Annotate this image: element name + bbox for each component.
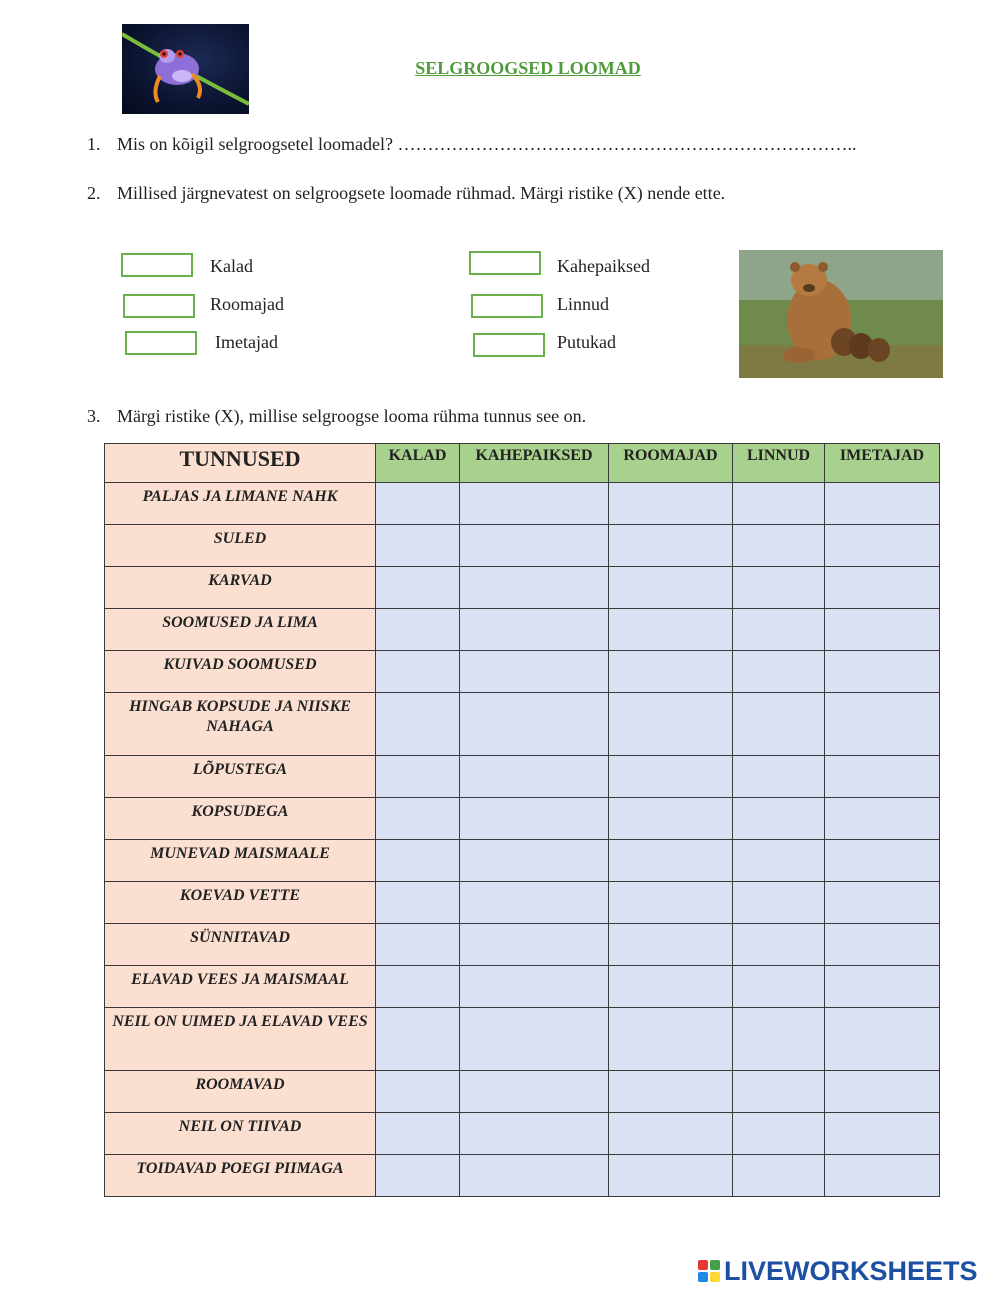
answer-cell[interactable]	[825, 882, 940, 924]
trait-label: SOOMUSED JA LIMA	[105, 609, 376, 651]
question-3	[87, 406, 586, 427]
answer-cell[interactable]	[460, 483, 609, 525]
answer-cell[interactable]	[825, 525, 940, 567]
answer-cell[interactable]	[733, 525, 825, 567]
header-kalad: KALAD	[376, 444, 460, 483]
checkbox-label: Roomajad	[210, 294, 284, 314]
answer-cell[interactable]	[825, 756, 940, 798]
question-text: Mis on kõigil selgroogsetel loomadel? …………………………………………………………………..	[117, 134, 857, 154]
answer-cell[interactable]	[733, 1155, 825, 1197]
table-row	[105, 1008, 940, 1071]
trait-label: TOIDAVAD POEGI PIIMAGA	[105, 1155, 376, 1197]
table-row	[105, 756, 940, 798]
table-header-row	[105, 444, 940, 483]
answer-cell[interactable]	[733, 924, 825, 966]
answer-cell[interactable]	[825, 798, 940, 840]
table-row	[105, 525, 940, 567]
answer-cell[interactable]	[460, 609, 609, 651]
page-title: SELGROOGSED LOOMAD	[415, 58, 641, 78]
answer-cell[interactable]	[825, 693, 940, 756]
answer-cell[interactable]	[733, 651, 825, 693]
answer-cell[interactable]	[609, 756, 733, 798]
answer-cell[interactable]	[733, 1113, 825, 1155]
answer-cell[interactable]	[825, 651, 940, 693]
table-row	[105, 798, 940, 840]
answer-cell[interactable]	[376, 966, 460, 1008]
answer-cell[interactable]	[609, 1071, 733, 1113]
answer-cell[interactable]	[825, 1155, 940, 1197]
answer-cell[interactable]	[460, 798, 609, 840]
header-linnud: LINNUD	[733, 444, 825, 483]
trait-label: ELAVAD VEES JA MAISMAAL	[105, 966, 376, 1008]
table-row	[105, 924, 940, 966]
question-text: Millised järgnevatest on selgroogsete loomade rühmad. Märgi ristike (X) nende ette.	[117, 183, 726, 203]
header-tunnused: TUNNUSED	[105, 444, 376, 483]
answer-cell[interactable]	[609, 567, 733, 609]
trait-label: ROOMAVAD	[105, 1071, 376, 1113]
answer-cell[interactable]	[609, 651, 733, 693]
checkbox-label: Kahepaiksed	[557, 256, 650, 276]
answer-cell[interactable]	[733, 966, 825, 1008]
bear-image	[739, 250, 943, 378]
answer-cell[interactable]	[460, 1155, 609, 1197]
answer-cell[interactable]	[733, 840, 825, 882]
answer-cell[interactable]	[825, 924, 940, 966]
answer-cell[interactable]	[376, 798, 460, 840]
table-row	[105, 651, 940, 693]
answer-cell[interactable]	[376, 756, 460, 798]
answer-cell[interactable]	[825, 1113, 940, 1155]
answer-cell[interactable]	[609, 525, 733, 567]
answer-cell[interactable]	[733, 567, 825, 609]
question-text: Märgi ristike (X), millise selgroogse looma rühma tunnus see on.	[117, 406, 587, 426]
answer-cell[interactable]	[460, 651, 609, 693]
answer-cell[interactable]	[460, 924, 609, 966]
table-row	[105, 882, 940, 924]
table-row	[105, 1113, 940, 1155]
logo-text: LIVEWORKSHEETS	[724, 1255, 978, 1286]
checkbox-kalad[interactable]	[121, 253, 193, 277]
trait-label: KARVAD	[105, 567, 376, 609]
answer-cell[interactable]	[609, 882, 733, 924]
answer-cell[interactable]	[609, 798, 733, 840]
checkbox-label: Putukad	[557, 332, 617, 352]
trait-label: PALJAS JA LIMANE NAHK	[105, 483, 376, 525]
answer-cell[interactable]	[825, 840, 940, 882]
checkbox-label: Imetajad	[215, 332, 278, 352]
answer-cell[interactable]	[376, 567, 460, 609]
answer-cell[interactable]	[376, 651, 460, 693]
answer-cell[interactable]	[609, 966, 733, 1008]
answer-cell[interactable]	[733, 882, 825, 924]
answer-cell[interactable]	[460, 525, 609, 567]
question-number: 1.	[87, 134, 101, 154]
checkbox-label: Kalad	[210, 256, 253, 276]
answer-cell[interactable]	[825, 483, 940, 525]
checkbox-imetajad[interactable]	[125, 331, 197, 355]
question-number: 2.	[87, 183, 101, 203]
checkbox-roomajad[interactable]	[123, 294, 195, 318]
answer-cell[interactable]	[733, 798, 825, 840]
checkbox-label: Linnud	[557, 294, 609, 314]
checkbox-linnud[interactable]	[471, 294, 543, 318]
answer-cell[interactable]	[733, 756, 825, 798]
answer-cell[interactable]	[376, 1155, 460, 1197]
answer-cell[interactable]	[825, 1071, 940, 1113]
answer-cell[interactable]	[609, 840, 733, 882]
answer-cell[interactable]	[733, 609, 825, 651]
table-row	[105, 693, 940, 756]
table-row	[105, 1071, 940, 1113]
traits-table	[104, 443, 940, 1197]
trait-label: LÕPUSTEGA	[105, 756, 376, 798]
question-number: 3.	[87, 406, 101, 426]
answer-cell[interactable]	[609, 1155, 733, 1197]
answer-cell[interactable]	[376, 840, 460, 882]
answer-cell[interactable]	[733, 483, 825, 525]
table-row	[105, 609, 940, 651]
table-row	[105, 840, 940, 882]
table-row	[105, 567, 940, 609]
answer-cell[interactable]	[376, 924, 460, 966]
checkbox-kahepaiksed[interactable]	[469, 251, 541, 275]
answer-cell[interactable]	[825, 567, 940, 609]
question-2	[87, 183, 725, 204]
answer-cell[interactable]	[733, 693, 825, 756]
answer-cell[interactable]	[609, 1008, 733, 1071]
trait-label: KOPSUDEGA	[105, 798, 376, 840]
trait-label: SÜNNITAVAD	[105, 924, 376, 966]
answer-cell[interactable]	[376, 609, 460, 651]
trait-label: KOEVAD VETTE	[105, 882, 376, 924]
answer-cell[interactable]	[609, 693, 733, 756]
checkbox-putukad[interactable]	[473, 333, 545, 357]
answer-cell[interactable]	[376, 882, 460, 924]
table-row	[105, 1155, 940, 1197]
answer-cell[interactable]	[460, 882, 609, 924]
answer-cell[interactable]	[376, 1071, 460, 1113]
answer-cell[interactable]	[460, 1071, 609, 1113]
liveworksheets-logo	[698, 1257, 978, 1285]
header-roomajad: ROOMAJAD	[609, 444, 733, 483]
answer-cell[interactable]	[460, 756, 609, 798]
logo-tiles-icon	[698, 1260, 720, 1282]
table-row	[105, 966, 940, 1008]
answer-cell[interactable]	[460, 693, 609, 756]
trait-label: NEIL ON UIMED JA ELAVAD VEES	[105, 1008, 376, 1071]
table-row	[105, 483, 940, 525]
answer-cell[interactable]	[376, 483, 460, 525]
trait-label: SULED	[105, 525, 376, 567]
answer-cell[interactable]	[609, 483, 733, 525]
trait-label: HINGAB KOPSUDE JA NIISKE NAHAGA	[105, 693, 376, 756]
trait-label: MUNEVAD MAISMAALE	[105, 840, 376, 882]
answer-cell[interactable]	[376, 525, 460, 567]
question-1	[87, 134, 856, 155]
answer-cell[interactable]	[825, 1008, 940, 1071]
answer-cell[interactable]	[376, 1008, 460, 1071]
answer-cell[interactable]	[825, 609, 940, 651]
header-imetajad: IMETAJAD	[825, 444, 940, 483]
answer-cell[interactable]	[460, 966, 609, 1008]
answer-cell[interactable]	[825, 966, 940, 1008]
answer-cell[interactable]	[376, 693, 460, 756]
answer-cell[interactable]	[733, 1008, 825, 1071]
header-kahepaiksed: KAHEPAIKSED	[460, 444, 609, 483]
answer-cell[interactable]	[376, 1113, 460, 1155]
trait-label: KUIVAD SOOMUSED	[105, 651, 376, 693]
answer-cell[interactable]	[460, 1008, 609, 1071]
answer-cell[interactable]	[460, 840, 609, 882]
answer-cell[interactable]	[609, 609, 733, 651]
answer-cell[interactable]	[460, 567, 609, 609]
answer-cell[interactable]	[609, 1113, 733, 1155]
trait-label: NEIL ON TIIVAD	[105, 1113, 376, 1155]
answer-cell[interactable]	[460, 1113, 609, 1155]
answer-cell[interactable]	[609, 924, 733, 966]
answer-cell[interactable]	[733, 1071, 825, 1113]
